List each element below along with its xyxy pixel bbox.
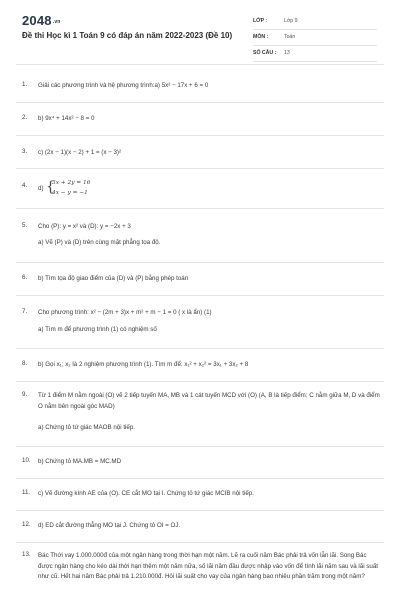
question-number: 10. xyxy=(22,457,31,464)
page-title: Đề thi Học kì 1 Toán 9 có đáp án năm 2022-2023 (Đề 10) xyxy=(22,31,233,40)
question-number: 5. xyxy=(22,222,28,229)
question-number: 11. xyxy=(22,489,31,496)
divider xyxy=(16,446,384,447)
question-number: 4. xyxy=(22,182,28,189)
divider xyxy=(16,102,384,103)
question-text: b) Chứng tỏ MA.MB = MC.MD xyxy=(38,458,122,465)
system-label: d) xyxy=(38,185,44,192)
question-number: 13. xyxy=(22,551,31,558)
brace-icon: { xyxy=(46,179,55,195)
info-label: LỚP : xyxy=(253,18,268,24)
logo-text: 2048 xyxy=(22,13,52,28)
question-text: d) ED cắt đường thẳng MO tại J. Chứng tỏ OI = OJ. xyxy=(38,522,181,529)
divider xyxy=(16,64,384,65)
info-row-class xyxy=(253,14,377,30)
worksheet-header xyxy=(0,0,400,62)
question-text: Cho phương trình: x² − (2m + 3)x + m² + m − 1 = 0 ( x là ẩn) (1) xyxy=(38,309,212,316)
question-number: 12. xyxy=(22,521,31,528)
question-text: b) Tìm tọa độ giao điểm của (D) và (P) bằng phép toán xyxy=(38,275,189,282)
info-label: MÔN : xyxy=(253,34,269,40)
divider xyxy=(16,168,384,169)
question-text: c) (2x − 1)(x − 2) + 1 = (x − 3)² xyxy=(38,149,122,156)
question-subpart: a) Vẽ (P) và (D) trên cùng mặt phẳng tọa độ. xyxy=(38,239,161,246)
question-text: b) 9x⁴ + 14x² − 8 = 0 xyxy=(38,115,95,122)
divider xyxy=(16,381,384,382)
logo-suffix: .vn xyxy=(52,18,61,25)
divider xyxy=(16,478,384,479)
question-number: 9. xyxy=(22,391,28,398)
site-logo[interactable] xyxy=(22,13,61,28)
question-text: Bác Thới vay 1.000.000đ của một ngân hàng trong thời hạn một năm. Lẽ ra cuối năm Bác phải trả vốn lẫn lãi. Song Bác được ngân hàng cho kéo dài thời hạn thêm một năm nữa, số lãi năm đầu được nhập vào vốn để tính lãi năm sau và lãi suất như cũ. Hết hai năm Bác phải trả 1.210.000đ. Hỏi lãi suất cho vay của ngân hàng bao nhiêu phần trăm trong một năm? xyxy=(38,552,379,580)
question-text: c) Vẽ đường kính AE của (O). CE cắt MO tại I. Chứng tỏ tứ giác MCIB nội tiếp. xyxy=(38,490,254,497)
divider xyxy=(16,542,384,543)
question-text: Cho (P): y = x² và (D): y = −2x + 3 xyxy=(38,223,131,230)
divider xyxy=(16,348,384,349)
info-value: Toán xyxy=(284,34,296,40)
question-text: Từ 1 điểm M nằm ngoài (O) vẽ 2 tiếp tuyến MA, MB và 1 cát tuyến MCD với (O) (A, B là tiếp điểm; C nằm giữa M, D và điểm O nằm bên ngoài góc MAD) xyxy=(38,392,380,410)
divider xyxy=(16,510,384,511)
info-label: SỐ CÂU : xyxy=(253,50,277,56)
question-text: b) Gọi x₁; x₂ là 2 nghiệm phương trình (1). Tìm m để: x₁² + x₂² = 3x₁ + 3x₂ + 8 xyxy=(38,361,249,368)
info-value: Lớp 9 xyxy=(284,18,298,24)
info-value: 13 xyxy=(284,50,290,56)
question-number: 1. xyxy=(22,81,28,88)
divider xyxy=(16,208,384,209)
question-number: 3. xyxy=(22,148,28,155)
question-number: 8. xyxy=(22,360,28,367)
question-subpart: a) Tìm m để phương trình (1) có nghiệm số xyxy=(38,326,157,333)
equation-line: 3x + 2y = 16 xyxy=(52,180,91,186)
question-text: Giải các phương trình và hệ phương trình:a) 5x² − 17x + 6 = 0 xyxy=(38,82,209,89)
equation-line: 4x − y = −1 xyxy=(52,190,88,196)
divider xyxy=(16,262,384,263)
divider xyxy=(16,295,384,296)
question-number: 2. xyxy=(22,114,28,121)
question-subpart: a) Chứng tỏ tứ giác MAOB nội tiếp. xyxy=(38,424,136,431)
info-row-count xyxy=(253,46,377,62)
info-row-subject xyxy=(253,30,377,46)
question-number: 6. xyxy=(22,274,28,281)
info-panel xyxy=(253,14,377,62)
divider xyxy=(16,135,384,136)
question-number: 7. xyxy=(22,308,28,315)
